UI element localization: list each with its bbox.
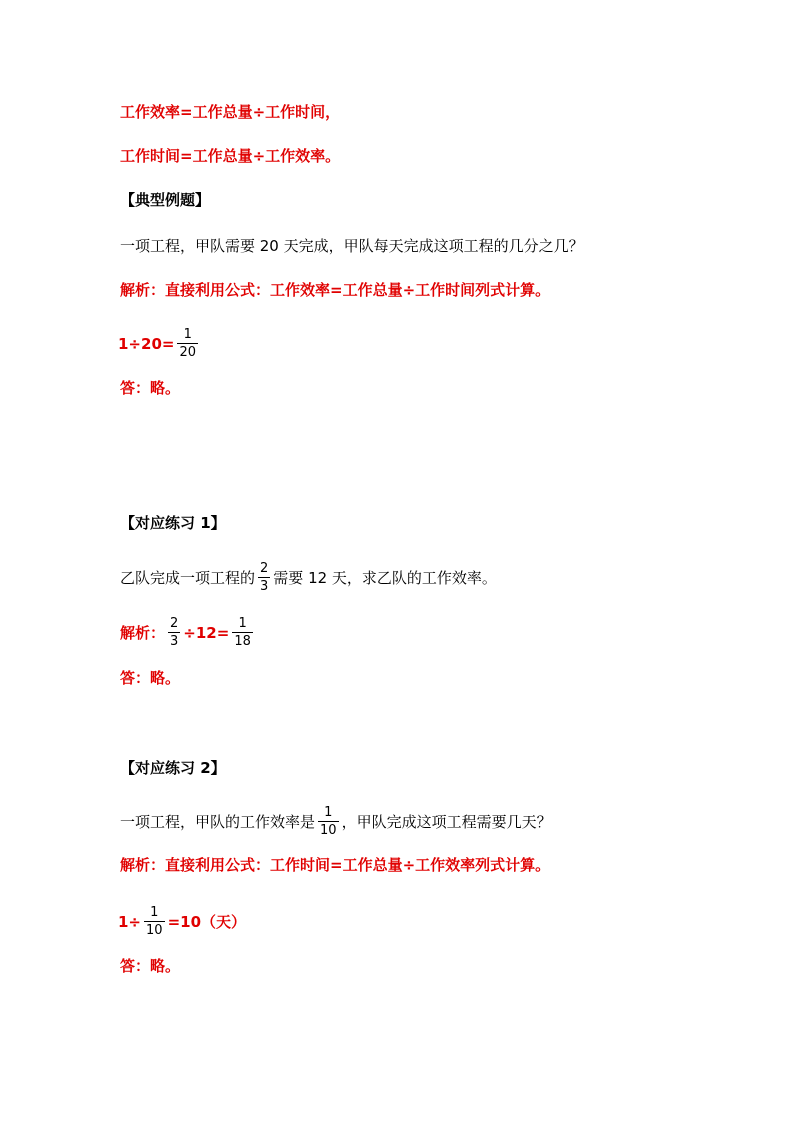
fraction-numerator: 1	[150, 905, 159, 920]
fraction-numerator: 2	[170, 616, 179, 631]
example-heading: 【典型例题】	[120, 191, 211, 209]
fraction-denominator: 10	[320, 823, 337, 838]
fraction-bar	[318, 821, 339, 822]
example-analysis: 解析：直接利用公式：工作效率=工作总量÷工作时间列式计算。	[120, 281, 551, 299]
example-calculation	[118, 327, 201, 360]
practice2-heading: 【对应练习 2】	[120, 759, 226, 777]
practice2-calculation	[118, 905, 246, 938]
fraction-bar	[177, 343, 198, 344]
question-text-after: 需要 12 天，求乙队的工作效率。	[273, 568, 497, 587]
analysis-label: 解析：	[120, 623, 166, 642]
fraction	[177, 327, 198, 360]
question-text-after: ，甲队完成这项工程需要几天？	[341, 812, 552, 831]
fraction	[144, 905, 165, 938]
fraction-numerator: 1	[238, 616, 247, 631]
fraction-denominator: 20	[179, 345, 196, 360]
question-text-before: 一项工程，甲队的工作效率是	[120, 812, 316, 831]
practice2-analysis: 解析：直接利用公式：工作时间=工作总量÷工作效率列式计算。	[120, 856, 551, 874]
fraction-numerator: 2	[260, 561, 269, 576]
fraction-denominator: 10	[146, 923, 163, 938]
formula-efficiency: 工作效率=工作总量÷工作时间，	[120, 103, 341, 121]
fraction-denominator: 3	[260, 579, 269, 594]
fraction	[168, 616, 180, 649]
fraction	[258, 561, 270, 594]
fraction-numerator: 1	[324, 805, 333, 820]
fraction-bar	[144, 921, 165, 922]
practice1-answer: 答：略。	[120, 669, 181, 687]
practice1-analysis	[120, 616, 256, 649]
example-answer: 答：略。	[120, 379, 181, 397]
question-text-before: 乙队完成一项工程的	[120, 568, 256, 587]
practice1-question	[120, 561, 497, 594]
calc-prefix: 1÷20=	[118, 334, 175, 353]
calc-prefix: 1÷	[118, 912, 142, 931]
formula-time: 工作时间=工作总量÷工作效率。	[120, 147, 341, 165]
calc-suffix: =10（天）	[167, 912, 247, 931]
practice2-answer: 答：略。	[120, 957, 181, 975]
practice2-question	[120, 805, 552, 838]
fraction-denominator: 18	[234, 634, 251, 649]
fraction-denominator: 3	[170, 634, 179, 649]
fraction-bar	[232, 632, 253, 633]
fraction-numerator: 1	[183, 327, 192, 342]
fraction	[318, 805, 339, 838]
example-question: 一项工程，甲队需要 20 天完成，甲队每天完成这项工程的几分之几？	[120, 237, 584, 255]
fraction	[232, 616, 253, 649]
analysis-mid: ÷12=	[183, 623, 230, 642]
practice1-heading: 【对应练习 1】	[120, 514, 226, 532]
fraction-bar	[168, 632, 180, 633]
fraction-bar	[258, 577, 270, 578]
